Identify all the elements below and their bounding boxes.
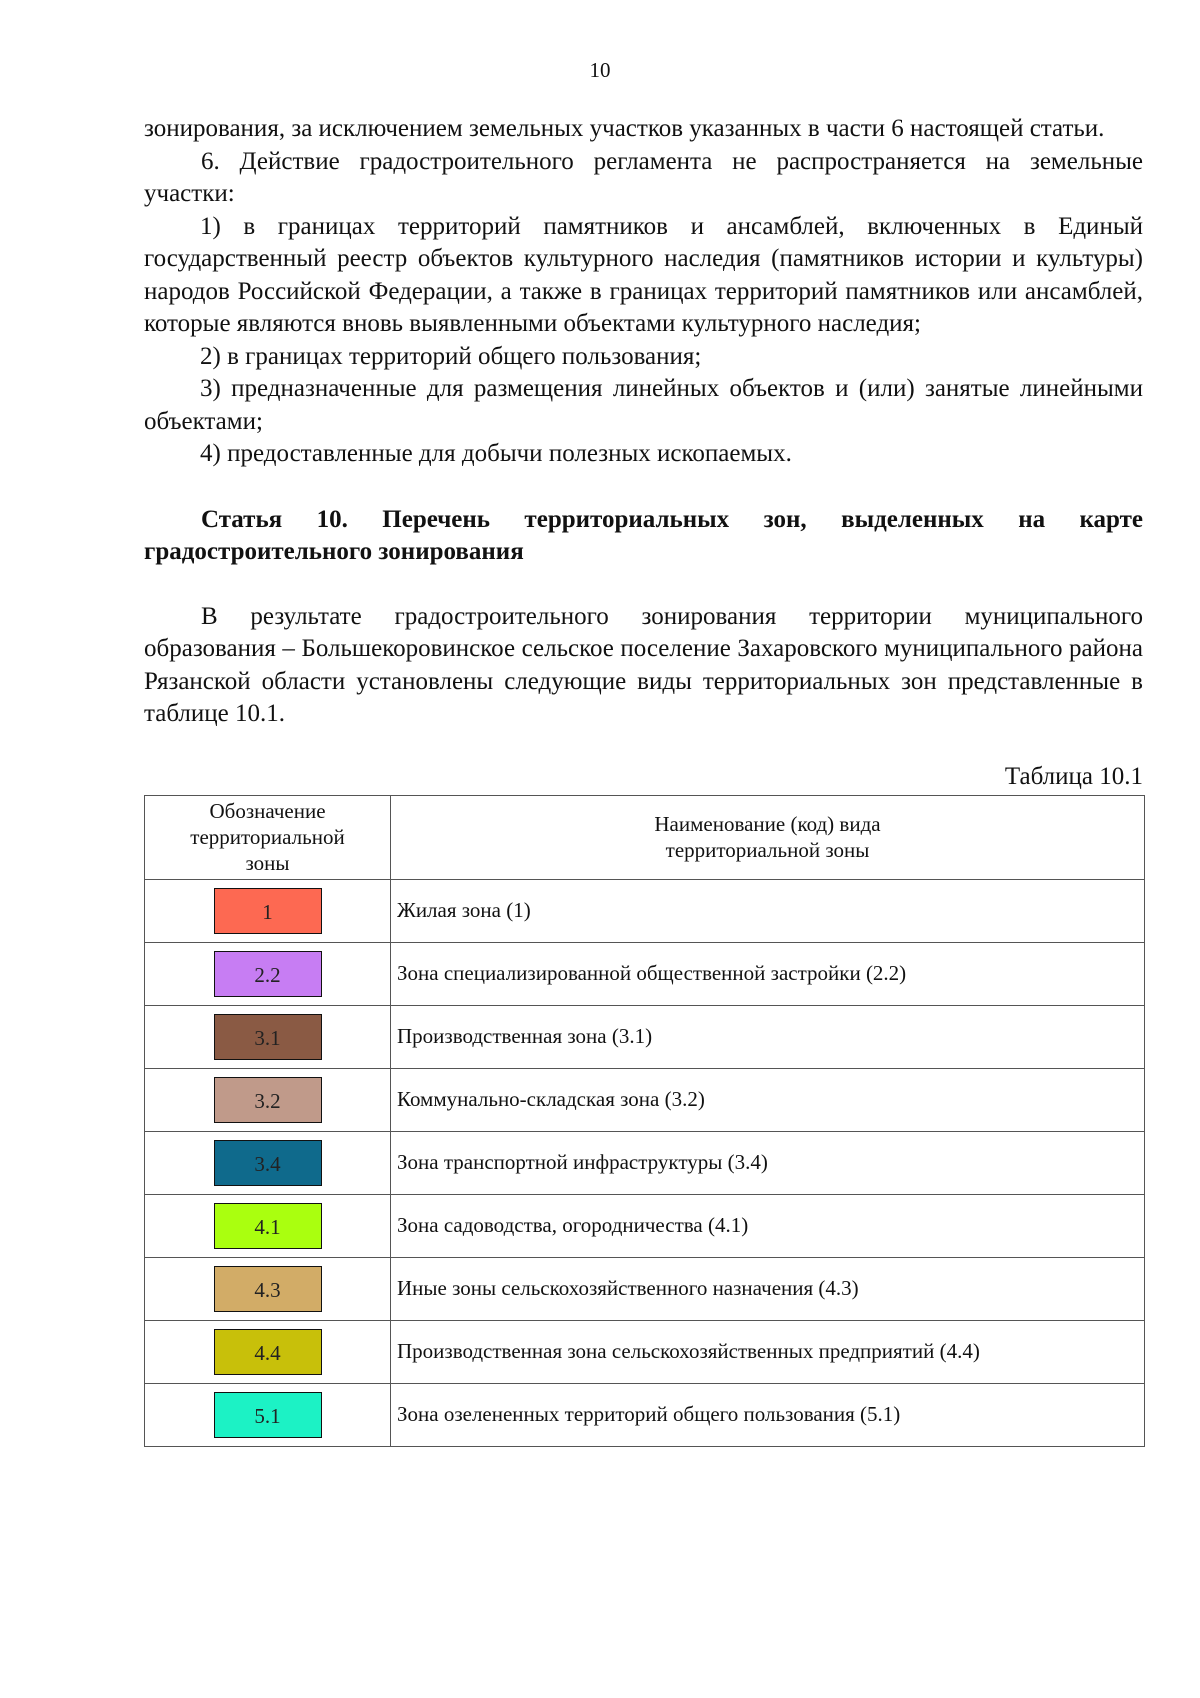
table-row <box>145 1068 1145 1131</box>
page-number: 10 <box>589 58 611 82</box>
table-row <box>145 1320 1145 1383</box>
table-row <box>145 1131 1145 1194</box>
zone-code-cell <box>145 1131 391 1194</box>
article-intro: В результате градостроительного зонирования территории муниципального образования – Большекоровинское сельское поселение Захаровского муниципального района Рязанской области установлены следующие виды территориальных зон представленные в таблице 10.1. <box>144 602 1143 727</box>
header-code-line: зоны <box>245 851 290 875</box>
zone-code-cell <box>145 1320 391 1383</box>
table-header-row <box>145 795 1145 879</box>
table-row <box>145 1257 1145 1320</box>
zone-name-cell: Коммунально-складская зона (3.2) <box>391 1068 1145 1131</box>
table-body <box>145 879 1145 1446</box>
zone-name-cell: Иные зоны сельскохозяйственного назначения (4.3) <box>391 1257 1145 1320</box>
zone-color-swatch: 1 <box>214 888 322 934</box>
zone-name-cell: Зона озелененных территорий общего пользования (5.1) <box>391 1383 1145 1446</box>
zone-name-cell: Производственная зона сельскохозяйственных предприятий (4.4) <box>391 1320 1145 1383</box>
header-name <box>391 795 1145 879</box>
paragraph-clause-6: 6. Действие градостроительного регламента не распространяется на земельные участки: <box>144 147 1143 207</box>
zone-code-cell <box>145 1068 391 1131</box>
table-caption: Таблица 10.1 <box>1004 762 1143 790</box>
zone-color-swatch: 3.2 <box>214 1077 322 1123</box>
zone-code-cell <box>145 1194 391 1257</box>
zone-code-cell <box>145 1383 391 1446</box>
table-row <box>145 879 1145 942</box>
zone-color-swatch: 4.4 <box>214 1329 322 1375</box>
zone-code-cell <box>145 942 391 1005</box>
zone-name-cell: Зона специализированной общественной застройки (2.2) <box>391 942 1145 1005</box>
list-item-2: 2) в границах территорий общего пользования; <box>200 342 702 370</box>
zone-name-cell: Зона садоводства, огородничества (4.1) <box>391 1194 1145 1257</box>
header-code <box>145 795 391 879</box>
header-name-line: территориальной зоны <box>665 838 870 862</box>
table-row <box>145 1383 1145 1446</box>
zone-color-swatch: 4.3 <box>214 1266 322 1312</box>
zone-code-cell <box>145 1005 391 1068</box>
article-heading: Статья 10. Перечень территориальных зон, выделенных на карте градостроительного зонирования <box>144 505 1143 565</box>
zone-name-cell: Зона транспортной инфраструктуры (3.4) <box>391 1131 1145 1194</box>
zone-color-swatch: 3.4 <box>214 1140 322 1186</box>
table-row <box>145 1194 1145 1257</box>
list-item-1: 1) в границах территорий памятников и ансамблей, включенных в Единый государственный реестр объектов культурного наследия (памятников истории и культуры) народов Российской Федерации, а также в границах территорий памятников или ансамблей, которые являются вновь выявленными объектами культурного наследия; <box>144 212 1143 337</box>
table-row <box>145 1005 1145 1068</box>
list-item-3: 3) предназначенные для размещения линейных объектов и (или) занятые линейными объектами; <box>144 375 1143 435</box>
zone-code-cell <box>145 879 391 942</box>
header-code-line: территориальной <box>190 825 345 849</box>
list-item-4: 4) предоставленные для добычи полезных ископаемых. <box>200 440 792 467</box>
header-code-line: Обозначение <box>209 799 326 823</box>
header-name-line: Наименование (код) вида <box>654 812 881 836</box>
zone-color-swatch: 2.2 <box>214 951 322 997</box>
paragraph-continuation: зонирования, за исключением земельных участков указанных в части 6 настоящей статьи. <box>144 115 1105 142</box>
zone-color-swatch: 4.1 <box>214 1203 322 1249</box>
zone-color-swatch: 5.1 <box>214 1392 322 1438</box>
page-content <box>144 113 1143 1447</box>
zone-name-cell: Жилая зона (1) <box>391 879 1145 942</box>
zone-code-cell <box>145 1257 391 1320</box>
zone-color-swatch: 3.1 <box>214 1014 322 1060</box>
zone-name-cell: Производственная зона (3.1) <box>391 1005 1145 1068</box>
zones-table <box>144 795 1145 1447</box>
table-row <box>145 942 1145 1005</box>
